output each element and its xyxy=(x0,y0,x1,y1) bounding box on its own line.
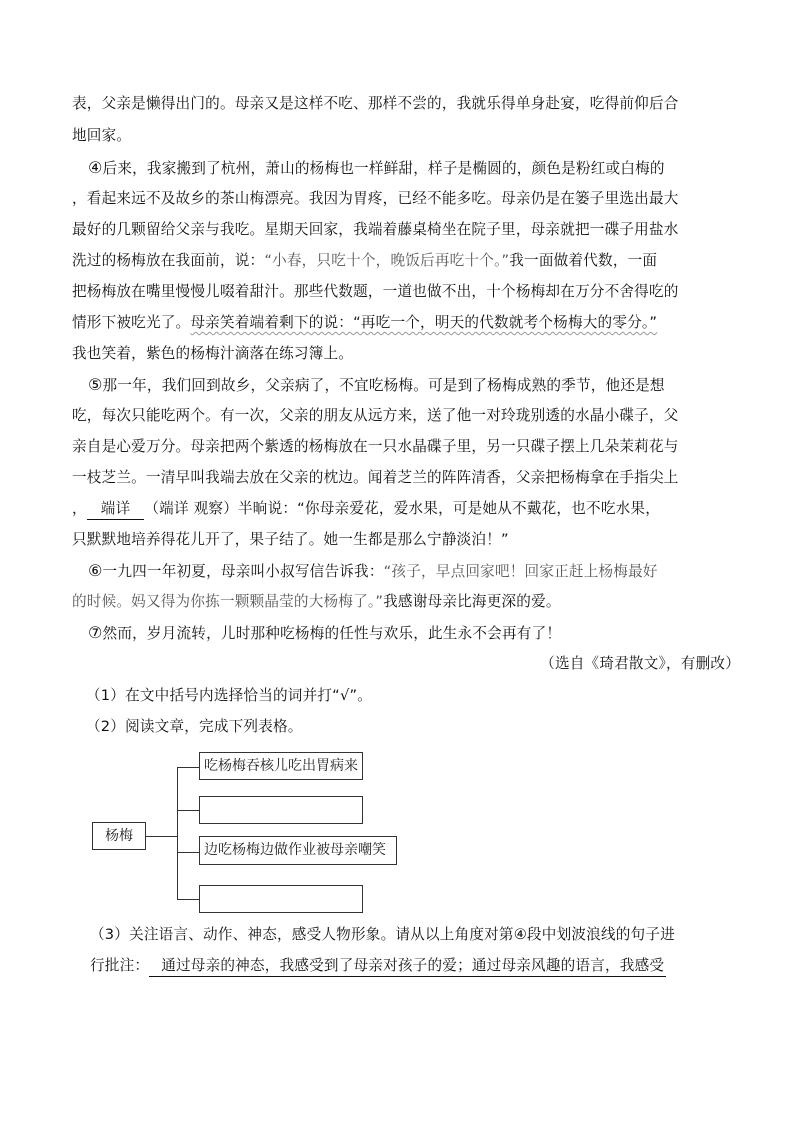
branch-box: 吃杨梅吞核儿吃出胃病来 xyxy=(199,752,363,780)
paragraph-5-line xyxy=(88,375,748,396)
branch-box: 边吃杨梅边做作业被母亲嘲笑 xyxy=(199,836,397,865)
paragraph-5-line: 一枝芝兰。一清早叫我端去放在父亲的枕边。闻着芝兰的阵阵清香，父亲把杨梅拿在手指尖上 xyxy=(72,469,679,486)
text: 行批注： xyxy=(90,957,150,974)
connector xyxy=(177,852,200,853)
question-2: （2）阅读文章，完成下列表格。 xyxy=(86,718,303,735)
paragraph-5-line: 吃，每次只能吃两个。有一次，父亲的朋友从远方来，送了他一对玲珑别透的水晶小碟子，父 xyxy=(72,407,679,424)
text: ， xyxy=(72,500,87,517)
paragraph-4-line xyxy=(72,313,732,333)
word-options: （端详 观察） xyxy=(144,500,238,517)
wavy-underlined-sentence: 母亲笑着端着剩下的说：“再吃一个，明天的代数就考个杨梅大的零分。” xyxy=(190,314,658,331)
question-1: （1）在文中括号内选择恰当的词并打“√”。 xyxy=(86,687,373,704)
paragraph-marker: ⑤ xyxy=(88,375,103,394)
connector xyxy=(146,836,177,837)
letter-quote: 的时候。妈又得为你拣一颗颗晶莹的大杨梅了。” xyxy=(72,593,384,610)
paragraph-marker: ⑦ xyxy=(88,623,103,642)
connector xyxy=(177,767,178,900)
paragraph-7-line xyxy=(88,623,748,644)
text: 一九四一年初夏，母亲叫小叔写信告诉我： xyxy=(102,563,384,580)
text: 我感谢母亲比海更深的爱。 xyxy=(383,593,561,610)
paragraph-marker: ④ xyxy=(88,158,103,177)
text: 我一面做着代数，一面 xyxy=(509,252,658,269)
mother-quote: “小春，只吃十个，晚饭后再吃十个。” xyxy=(264,252,510,269)
paragraph-4-line: ，看起来远不及故乡的茶山梅漂亮。我因为胃疼，已经不能多吃。母亲仍是在篓子里选出最大 xyxy=(72,190,679,207)
paragraph-4-line xyxy=(88,158,748,179)
text: 那一年，我们回到故乡，父亲病了，不宜吃杨梅。可是到了杨梅成熟的季节，他还是想 xyxy=(102,377,665,394)
text: 后来，我家搬到了杭州，萧山的杨梅也一样鲜甜，样子是椭圆的，颜色是粉红或白梅的 xyxy=(102,160,665,177)
question-3-answer-line xyxy=(90,956,750,977)
connector xyxy=(177,899,200,900)
passage-line: 地回家。 xyxy=(72,127,132,144)
text: 洗过的杨梅放在我面前，说： xyxy=(72,252,265,269)
connector xyxy=(177,810,200,811)
paragraph-5-line: 亲自是心爱万分。母亲把两个紫透的杨梅放在一只水晶碟子里，另一只碟子摆上几朵茉莉花与 xyxy=(72,438,679,455)
paragraph-marker: ⑥ xyxy=(88,561,103,580)
paragraph-6-line xyxy=(88,561,748,582)
paragraph-4-line: 把杨梅放在嘴里慢慢儿啜着甜汁。那些代数题，一道也做不出，十个杨梅却在万分不舍得吃的 xyxy=(72,283,679,300)
paragraph-4-line xyxy=(72,251,732,271)
branch-answer-box[interactable] xyxy=(199,796,363,824)
paragraph-4-line: 最好的几颗留给父亲与我吃。星期天回家，我端着藤桌椅坐在院子里，母亲就把一碟子用盐水 xyxy=(72,221,679,238)
branch-answer-box[interactable] xyxy=(199,885,363,913)
source-citation: （选自《琦君散文》，有删改） xyxy=(540,655,740,672)
paragraph-4-line: 我也笑着，紫色的杨梅汁滴落在练习簿上。 xyxy=(72,345,354,362)
question-3: （3）关注语言、动作、神态，感受人物形象。请从以上角度对第④段中划波浪线的句子进 xyxy=(90,926,675,943)
fill-in-blank[interactable]: 端详 xyxy=(87,499,145,520)
passage-line: 表，父亲是懒得出门的。母亲又是这样不吃、那样不尝的，我就乐得单身赴宴，吃得前仰后合 xyxy=(72,95,679,112)
text: 半晌说：“你母亲爱花，爱水果，可是她从不戴花，也不吃水果， xyxy=(238,500,660,517)
paragraph-5-line: 只默默地培养得花儿开了，果子结了。她一生都是那么宁静淡泊！” xyxy=(72,531,509,548)
root-box: 杨梅 xyxy=(92,822,146,850)
connector xyxy=(177,767,200,768)
answer-field[interactable]: 通过母亲的神态，我感受到了母亲对孩子的爱；通过母亲风趣的语言，我感受 xyxy=(149,956,666,977)
text: 情形下被吃光了。 xyxy=(72,314,191,331)
letter-quote: “孩子，早点回家吧！回家正赶上杨梅最好 xyxy=(383,563,658,580)
paragraph-6-line xyxy=(72,592,732,612)
paragraph-5-line xyxy=(72,499,732,520)
text: 然而，岁月流转，儿时那种吃杨梅的任性与欢乐，此生永不会再有了！ xyxy=(102,625,562,642)
